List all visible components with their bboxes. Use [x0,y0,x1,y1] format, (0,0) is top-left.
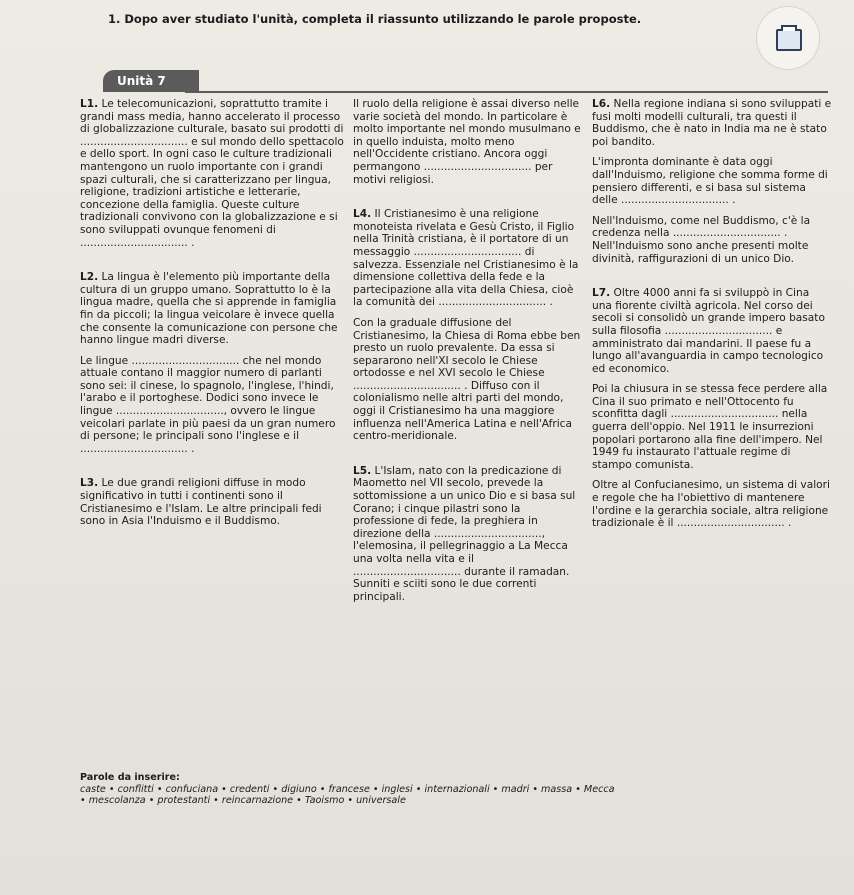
lesson-label-l6: L6. [592,98,611,110]
lesson-label-l5: L5. [353,464,372,477]
word-bank-line-1: caste • conflitti • confuciana • credenti • digiuno • francese • inglesi • internazionali • madri • massa • Mecca [80,783,615,795]
paragraph-l6-text: Nella regione indiana si sono sviluppati e fusi molti modelli culturali, tra questi il Buddismo, che è nato in India ma ne è stato poi bandito. [592,98,832,148]
paragraph-l3-text: Le due grandi religioni diffuse in modo significativo in tutti i continenti sono il Cristianesimo e l'Islam. Le altre principali fedi sono in Asia l'Induismo e il Buddismo. [80,477,322,528]
paragraph-l6 [592,98,832,148]
paragraph-l7-text: Oltre 4000 anni fa si sviluppò in Cina una fiorente civiltà agricola. Nel corso dei secoli si consolidò un grande impero basato sulla filosofia ................................ e amministrato dai mandarini. Il paese fu a lungo all'avanguardia in campo tecnologico ed economico. [592,287,825,375]
paragraph-l7 [592,287,832,375]
lesson-label-l3: L3. [80,477,99,490]
paragraph-l1 [80,98,344,249]
lesson-label-l7: L7. [592,287,611,300]
paragraph-l3-cont: Il ruolo della religione è assai diverso nelle varie società del mondo. In particolare è molto importante nel mondo musulmano e in quello induista, molto meno nell'Occidente cristiano. Ancora oggi permangono ................................ per motivi religiosi. [353,98,581,186]
paragraph-l4-b: Con la graduale diffusione del Cristianesimo, la Chiesa di Roma ebbe ben presto un ruolo prevalente. Da essa si separarono nell'XI secolo le Chiese ortodosse e nel XVI secolo le Chiese ................................ . Diffuso con il colonialismo nelle altri parti del mondo, oggi il Cristianesimo ha una maggiore influenza nell'America Latina e nell'Africa centro-meridionale. [353,316,581,443]
summary-column-2 [353,98,585,611]
paragraph-l1-text: Le telecomunicazioni, soprattutto tramite i grandi mass media, hanno accelerato il processo di globalizzazione culturale, basato sui prodotti di ................................ e sul mondo dello spettacolo e dello sport. In ogni caso le culture tradizionali mantengono un ruolo importante con i grandi spazi culturali, che si caratterizzano per lingua, religione, tradizioni artistiche e letterarie, concezione della famiglia. Queste culture tradizionali convivono con la globalizzazione e si sono sviluppati ovunque fenomeni di ................................ . [80,98,344,249]
paragraph-l2-text: La lingua è l'elemento più importante della cultura di un gruppo umano. Soprattutto lo è la lingua madre, quella che si apprende in famiglia fin da piccoli; la lingua veicolare è invece quella che consente la comunicazione con persone che hanno lingue madri diverse. [80,271,338,347]
exercise-number: 1. [108,12,121,26]
paragraph-l4-text: Il Cristianesimo è una religione monoteista rivelata e Gesù Cristo, il Figlio nella Trinità cristiana, è il portatore di un messaggio ................................ di salvezza. Essenziale nel Cristianesimo è la dimensione collettiva della fede e la partecipazione alla vita della Chiesa, cioè la comunità dei ................................ . [353,208,579,309]
paragraph-l3 [80,477,344,527]
paragraph-l5 [353,465,585,604]
exercise-prompt: Dopo aver studiato l'unità, completa il riassunto utilizzando le parole proposte. [124,12,642,26]
summary-column-1 [80,98,344,536]
lesson-label-l1: L1. [80,98,99,110]
paragraph-l2-b: Le lingue ................................ che nel mondo attuale contano il maggior numero di parlanti sono sei: il cinese, lo spagnolo, l'inglese, l'hindi, l'arabo e il portoghese. Dodici sono invece le lingue ................................, ovvero le lingue veicolari parlate in più paesi da un gran numero di persone; le principali sono l'inglese e il ................................ . [80,354,336,455]
paragraph-l6-c: Nell'Induismo, come nel Buddismo, c'è la credenza nella ................................ . Nell'Induismo sono anche presenti molte divinità, raffigurazioni di un unico Dio. [592,214,811,265]
summary-column-3 [592,98,832,538]
paragraph-l5-text: L'Islam, nato con la predicazione di Maometto nel VII secolo, prevede la sottomissione a un unico Dio e si basa sul Corano; i cinque pilastri sono la professione di fede, la preghiera in direzione della ................................, l'elemosina, il pellegrinaggio a La Mecca una volta nella vita e il ................................ durante il ramadan. Sunniti e sciiti sono le due correnti principali. [353,464,576,603]
unit-label: Unità 7 [103,70,199,92]
lesson-label-l2: L2. [80,271,99,284]
paragraph-l7-c: Oltre al Confucianesimo, un sistema di valori e regole che ha l'obiettivo di mantenere l'ordine e la gerarchia sociale, altra religione tradizionale è il ................................ . [592,479,830,530]
paragraph-l6-b: L'impronta dominante è data oggi dall'Induismo, religione che somma forme di pensiero differenti, e si basa sul sistema delle ................................ . [592,156,828,207]
word-bank-title: Parole da inserire: [80,772,180,783]
paragraph-l7-b: Poi la chiusura in se stessa fece perdere alla Cina il suo primato e nell'Ottocento fu sconfitta dagli ................................ nella guerra dell'oppio. Nel 1911 le insurrezioni popolari portarono alla fine dell'impero. Nel 1949 fu instaurato l'attuale regime di stampo comunista. [592,383,828,471]
word-bank [80,772,840,807]
unit-divider [185,91,828,93]
exercise-badge [756,6,820,70]
paragraph-l4 [353,208,585,309]
word-bank-line-2: • mescolanza • protestanti • reincarnazione • Taoismo • universale [80,795,406,806]
paragraph-l2 [80,271,344,347]
lesson-label-l4: L4. [353,208,372,221]
exercise-instruction [108,12,728,27]
notebook-icon [776,29,802,51]
